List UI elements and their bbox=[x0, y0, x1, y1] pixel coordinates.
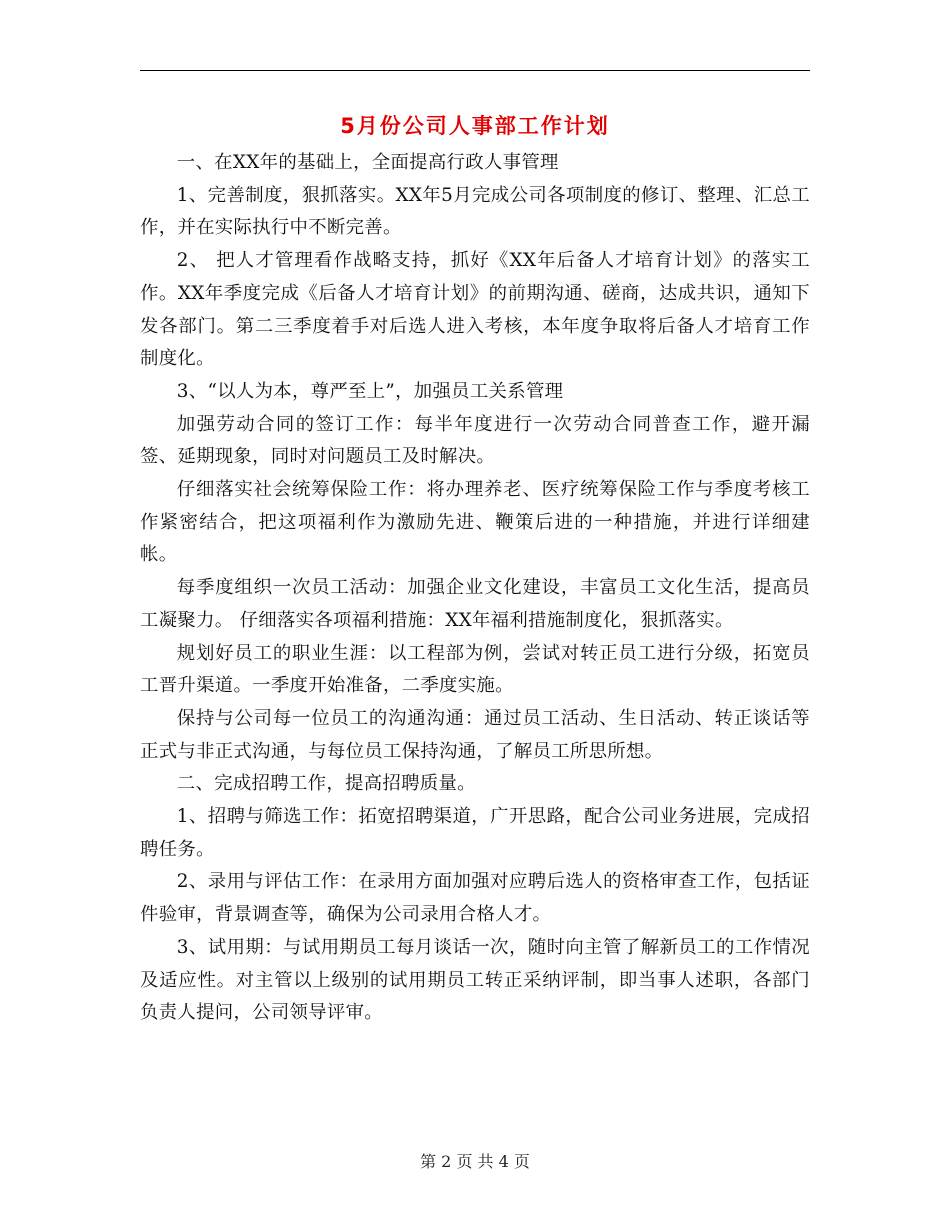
paragraph-2: 2、 把人才管理看作战略支持，抓好《XX年后备人才培育计划》的落实工作。XX年季度完成《后备人才培育计划》的前期沟通、磋商，达成共识，通知下发各部门。第二三季度着手对后选人进入考核，本年度争取将后备人才培育工作制度化。 bbox=[140, 250, 810, 370]
header-rule bbox=[140, 70, 810, 71]
document-title: 5月份公司人事部工作计划 bbox=[340, 114, 610, 138]
paragraph-career-planning: 规划好员工的职业生涯：以工程部为例，尝试对转正员工进行分级，拓宽员工晋升渠道。一季度开始准备，二季度实施。 bbox=[140, 642, 810, 697]
paragraph-labor-contract: 加强劳动合同的签订工作：每半年度进行一次劳动合同普查工作，避开漏签、延期现象，同时对问题员工及时解决。 bbox=[140, 413, 810, 468]
paragraph-social-insurance: 仔细落实社会统筹保险工作：将办理养老、医疗统筹保险工作与季度考核工作紧密结合，把这项福利作为激励先进、鞭策后进的一种措施，并进行详细建帐。 bbox=[140, 479, 810, 566]
page-number: 第 2 页 共 4 页 bbox=[420, 1152, 530, 1171]
paragraph-probation: 3、试用期：与试用期员工每月谈话一次，随时向主管了解新员工的工作情况及适应性。对主管以上级别的试用期员工转正采纳评制，即当事人述职，各部门负责人提问，公司领导评审。 bbox=[140, 936, 810, 1024]
paragraph-recruitment: 1、招聘与筛选工作：拓宽招聘渠道，广开思路，配合公司业务进展，完成招聘任务。 bbox=[140, 806, 810, 860]
paragraph-3: 3、“以人为本，尊严至上”，加强员工关系管理 bbox=[176, 380, 564, 402]
paragraph-staff-activities: 每季度组织一次员工活动：加强企业文化建设，丰富员工文化生活，提高员工凝聚力。 仔细落实各项福利措施：XX年福利措施制度化，狠抓落实。 bbox=[140, 577, 810, 631]
section-heading-2: 二、完成招聘工作，提高招聘质量。 bbox=[176, 773, 476, 795]
paragraph-communication: 保持与公司每一位员工的沟通沟通：通过员工活动、生日活动、转正谈话等正式与非正式沟通，与每位员工保持沟通，了解员工所思所想。 bbox=[140, 707, 810, 762]
section-heading-1: 一、在XX年的基础上，全面提高行政人事管理 bbox=[176, 152, 559, 173]
paragraph-hiring-evaluation: 2、录用与评估工作：在录用方面加强对应聘后选人的资格审查工作，包括证件验审，背景调查等，确保为公司录用合格人才。 bbox=[140, 871, 810, 926]
paragraph-1: 1、完善制度，狠抓落实。XX年5月完成公司各项制度的修订、整理、汇总工作，并在实际执行中不断完善。 bbox=[140, 184, 810, 239]
document-body bbox=[140, 147, 810, 1030]
